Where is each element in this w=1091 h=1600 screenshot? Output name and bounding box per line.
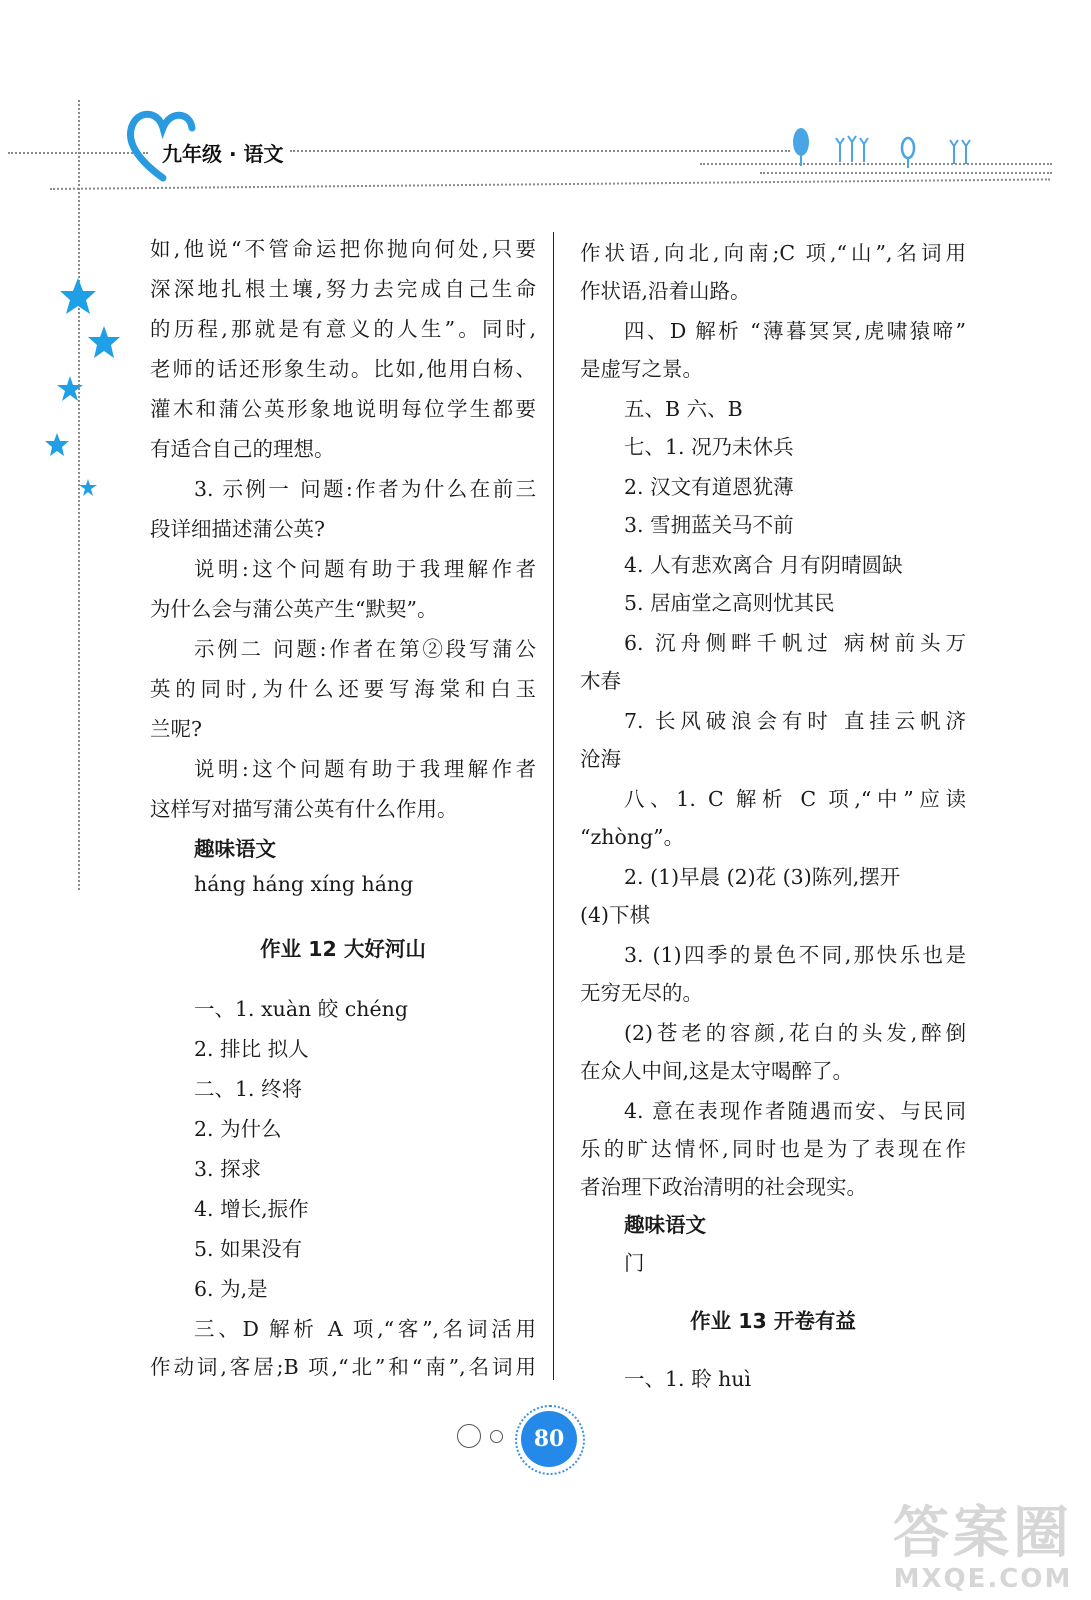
answer-line: (2)苍老的容颜,花白的头发,醉倒 — [624, 1021, 966, 1045]
answer-line: 老师的话还形象生动。比如,他用白杨、 — [150, 357, 536, 381]
answer-line: 灌木和蒲公英形象地说明每位学生都要 — [150, 397, 536, 421]
answer-line: 段详细描述蒲公英? — [150, 517, 325, 541]
answer-line: 一、1. xuàn 皎 chéng — [194, 997, 408, 1021]
answer-line: 2. 排比 拟人 — [194, 1037, 309, 1061]
decorative-circle — [457, 1424, 481, 1448]
answer-line: 无穷无尽的。 — [580, 981, 703, 1005]
answer-line: 为什么会与蒲公英产生“默契”。 — [150, 597, 438, 621]
answer-line: 6. 沉舟侧畔千帆过 病树前头万 — [624, 631, 966, 655]
answer-line: 示例二 问题:作者在第②段写蒲公 — [194, 637, 536, 661]
column-divider — [553, 232, 554, 1380]
answer-line: 门 — [624, 1251, 645, 1275]
left-answer-column — [150, 232, 536, 1382]
answer-line: 2. (1)早晨 (2)花 (3)陈列,摆开 — [624, 865, 901, 889]
answer-line: 作状语,沿着山路。 — [580, 279, 751, 303]
answer-line: 者治理下政治清明的社会现实。 — [580, 1175, 867, 1199]
answer-line: “zhòng”。 — [580, 825, 685, 849]
answer-line: 有适合自己的理想。 — [150, 437, 335, 461]
answer-line: 作状语,向北,向南;C 项,“山”,名词用 — [580, 241, 966, 265]
page-number: 80 — [521, 1411, 577, 1467]
answer-line: 5. 居庙堂之高则忧其民 — [624, 591, 835, 615]
answer-line: 的历程,那就是有意义的人生”。同时, — [150, 317, 536, 341]
answer-line: 木春 — [580, 669, 621, 693]
answer-line: 二、1. 终将 — [194, 1077, 303, 1101]
answer-line: 是虚写之景。 — [580, 357, 703, 381]
answer-line: 7. 长风破浪会有时 直挂云帆济 — [624, 709, 966, 733]
star-icon — [44, 432, 70, 458]
answer-line: 作业 12 大好河山 — [260, 937, 426, 961]
page-header-title: 九年级 · 语文 — [162, 142, 284, 166]
answer-line: 说明:这个问题有助于我理解作者 — [194, 757, 536, 781]
header-dotted-line-top — [290, 150, 790, 152]
answer-line: 一、1. 聆 huì — [624, 1367, 752, 1391]
right-answer-column — [580, 236, 966, 1391]
answer-line: 三、D 解析 A 项,“客”,名词活用 — [194, 1317, 536, 1341]
answer-line: 2. 为什么 — [194, 1117, 282, 1141]
answer-line: 五、B 六、B — [624, 397, 743, 421]
answer-line: 4. 增长,振作 — [194, 1197, 309, 1221]
answer-line: 4. 人有悲欢离合 月有阴晴圆缺 — [624, 553, 903, 577]
answer-line: 3. (1)四季的景色不同,那快乐也是 — [624, 943, 966, 967]
answer-line: 如,他说“不管命运把你抛向何处,只要 — [150, 237, 536, 261]
star-icon — [78, 478, 98, 498]
star-icon — [58, 276, 98, 316]
tree-icon — [780, 126, 980, 176]
answer-line: 3. 示例一 问题:作者为什么在前三 — [194, 477, 536, 501]
watermark — [893, 1501, 1073, 1594]
answer-line: 七、1. 况乃未休兵 — [624, 435, 794, 459]
decorative-circle — [490, 1430, 503, 1443]
star-icon — [86, 324, 122, 360]
answer-line: 乐的旷达情怀,同时也是为了表现在作 — [580, 1137, 966, 1161]
answer-line: 3. 探求 — [194, 1157, 262, 1181]
answer-line: 趣味语文 — [194, 837, 276, 861]
answer-line: (4)下棋 — [580, 903, 651, 927]
answer-line: 四、D 解析 “薄暮冥冥,虎啸猿啼” — [624, 319, 966, 343]
answer-line: 作动词,客居;B 项,“北”和“南”,名词用 — [150, 1355, 536, 1379]
answer-line: 2. 汉文有道恩犹薄 — [624, 475, 794, 499]
star-icon — [56, 375, 84, 403]
answer-line: 在众人中间,这是太守喝醉了。 — [580, 1059, 854, 1083]
answer-line: 趣味语文 — [624, 1213, 706, 1237]
answer-line: 6. 为,是 — [194, 1277, 268, 1301]
watermark-site: MXQE.COM — [893, 1564, 1073, 1594]
answer-line: 英的同时,为什么还要写海棠和白玉 — [150, 677, 536, 701]
answer-line: 这样写对描写蒲公英有什么作用。 — [150, 797, 458, 821]
answer-line: 深深地扎根土壤,努力去完成自己生命 — [150, 277, 536, 301]
answer-line: 作业 13 开卷有益 — [690, 1309, 856, 1333]
answer-line: 4. 意在表现作者随遇而安、与民同 — [624, 1099, 966, 1123]
answer-line: 5. 如果没有 — [194, 1237, 303, 1261]
answer-line: háng háng xíng háng — [194, 872, 414, 896]
answer-line: 兰呢? — [150, 717, 202, 741]
answer-line: 八、1. C 解析 C 项,“中”应读 — [624, 787, 966, 811]
watermark-logo-text: 答案圈 — [893, 1501, 1073, 1566]
answer-line: 3. 雪拥蓝关马不前 — [624, 513, 794, 537]
answer-line: 沧海 — [580, 747, 621, 771]
answer-line: 说明:这个问题有助于我理解作者 — [194, 557, 536, 581]
